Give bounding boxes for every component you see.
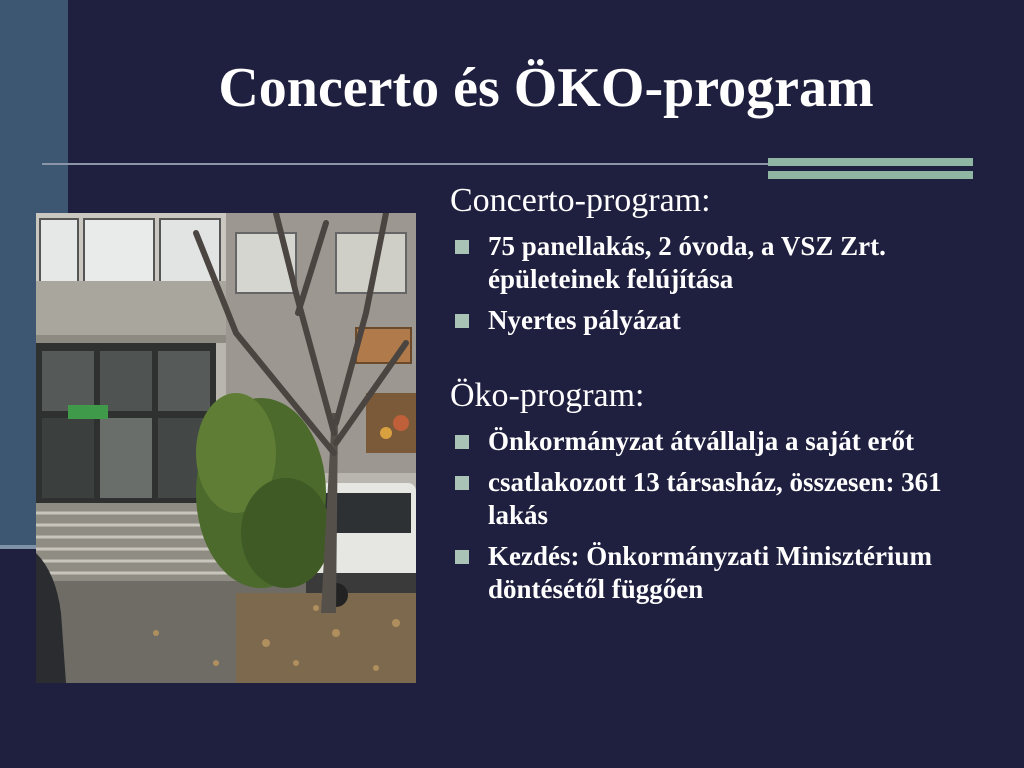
building-photo xyxy=(36,213,416,683)
square-bullet-icon xyxy=(455,550,469,564)
section-heading-concerto: Concerto-program: xyxy=(450,182,711,219)
bullet-list-oko xyxy=(450,425,970,606)
list-item: Kezdés: Önkormányzati Minisztérium döntésétől függően xyxy=(450,540,970,606)
slide-title: Concerto és ÖKO-program xyxy=(218,57,874,119)
section-heading-oko: Öko-program: xyxy=(450,377,645,414)
list-item: csatlakozott 13 társasház, összesen: 361 lakás xyxy=(450,466,970,532)
square-bullet-icon xyxy=(455,435,469,449)
list-item: Nyertes pályázat xyxy=(450,304,970,337)
square-bullet-icon xyxy=(455,314,469,328)
title-rule xyxy=(42,163,768,165)
list-item: Önkormányzat átvállalja a saját erőt xyxy=(450,425,970,458)
accent-rule xyxy=(768,158,973,180)
square-bullet-icon xyxy=(455,240,469,254)
square-bullet-icon xyxy=(455,476,469,490)
list-item: 75 panellakás, 2 óvoda, a VSZ Zrt. épületeinek felújítása xyxy=(450,230,970,296)
bullet-list-concerto xyxy=(450,230,970,337)
content-area xyxy=(450,180,970,606)
